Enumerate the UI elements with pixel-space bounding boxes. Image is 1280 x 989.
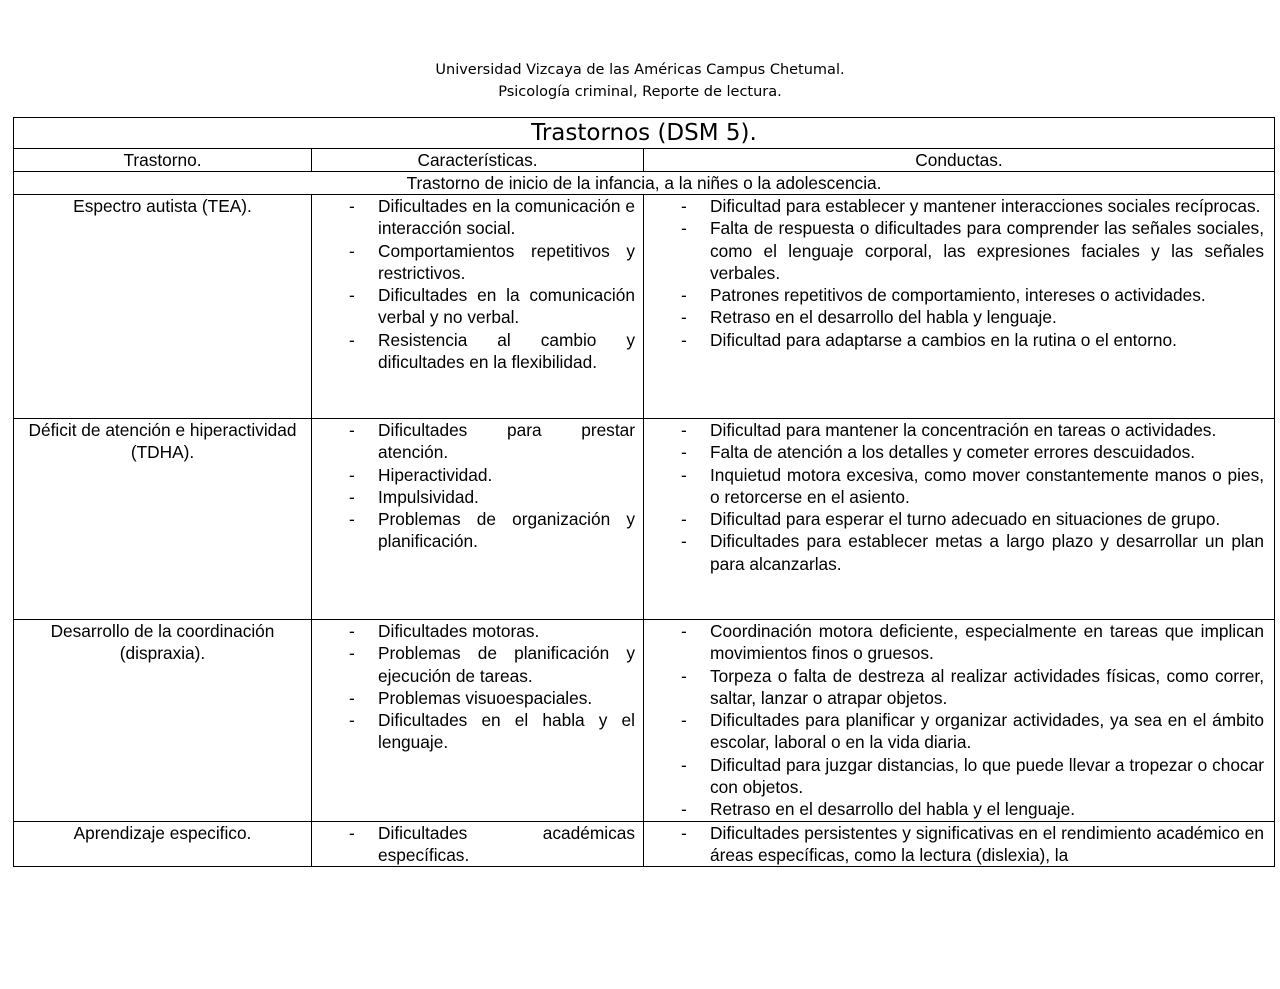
bullet-dash: -: [349, 643, 355, 664]
caracteristicas-list: [312, 419, 643, 553]
bullet-dash: -: [681, 285, 687, 306]
list-item: [312, 822, 643, 866]
list-item: [644, 441, 1274, 463]
list-item-text: Comportamientos repetitivos y restrictivos.: [378, 240, 635, 283]
list-item-text: Patrones repetitivos de comportamiento, intereses o actividades.: [710, 285, 1206, 306]
list-item-text: Resistencia al cambio y dificultades en la flexibilidad.: [378, 329, 635, 373]
list-item: [644, 217, 1274, 284]
list-item: [312, 620, 643, 642]
list-item: [644, 195, 1274, 217]
bullet-dash: -: [681, 307, 687, 328]
bullet-dash: -: [681, 420, 687, 440]
bullet-dash: -: [681, 710, 687, 731]
list-item: [644, 798, 1274, 820]
list-item: [312, 195, 643, 240]
disorder-name: Aprendizaje especifico.: [14, 822, 312, 867]
caracteristicas-list-cell: [312, 620, 644, 822]
column-header-caracteristicas: Características.: [312, 149, 644, 172]
list-item-text: Dificultades persistentes y significativas en el rendimiento académico en áreas específicas, como la lectura (dislexia), la: [710, 823, 1265, 866]
list-item: [312, 464, 643, 486]
list-item: [312, 240, 643, 285]
list-item-text: Dificultad para establecer y mantener interacciones sociales recíprocas.: [710, 196, 1261, 216]
disorders-table: [13, 117, 1275, 867]
bullet-dash: -: [349, 486, 355, 507]
list-item-text: Dificultades académicas específicas.: [378, 823, 635, 866]
list-item: [644, 508, 1274, 530]
list-item-text: Dificultades en la comunicación e interacción social.: [378, 196, 635, 239]
header-course: Psicología criminal, Reporte de lectura.: [498, 84, 782, 100]
list-item: [644, 419, 1274, 441]
list-item: [644, 665, 1274, 710]
table-row: [14, 195, 1275, 419]
list-item: [312, 284, 643, 329]
list-item-text: Torpeza o falta de destreza al realizar actividades físicas, como correr, saltar, lanzar o atrapar objetos.: [710, 665, 1265, 708]
bullet-dash: -: [681, 531, 687, 552]
list-item: [312, 642, 643, 687]
section-heading: Trastorno de inicio de la infancia, a la niñes o la adolescencia.: [14, 172, 1275, 195]
document-header: [0, 59, 1280, 103]
bullet-dash: -: [349, 823, 355, 843]
list-item-text: Dificultades para prestar atención.: [378, 420, 635, 463]
bullet-dash: -: [681, 442, 687, 463]
bullet-dash: -: [349, 420, 355, 440]
conductas-list: [644, 419, 1274, 575]
table-row: [14, 419, 1275, 620]
list-item: [644, 329, 1274, 351]
caracteristicas-list: [312, 620, 643, 754]
conductas-list-cell: [644, 620, 1275, 822]
bullet-dash: -: [349, 621, 355, 641]
caracteristicas-list-cell: [312, 822, 644, 867]
conductas-list-cell: [644, 419, 1275, 620]
table-row: [14, 620, 1275, 822]
column-header-conductas: Conductas.: [644, 149, 1275, 172]
list-item-text: Dificultades en la comunicación verbal y no verbal.: [378, 285, 635, 328]
list-item: [644, 464, 1274, 509]
bullet-dash: -: [681, 509, 687, 530]
list-item-text: Problemas de planificación y ejecución de tareas.: [378, 643, 635, 686]
column-headers: [14, 149, 1275, 172]
table-row: [14, 822, 1275, 867]
list-item-text: Dificultades para planificar y organizar actividades, ya sea en el ámbito escolar, laboral o en la vida diaria.: [710, 710, 1265, 753]
list-item: [312, 486, 643, 508]
bullet-dash: -: [681, 196, 687, 216]
bullet-dash: -: [681, 665, 687, 686]
list-item: [312, 687, 643, 709]
bullet-dash: -: [681, 621, 687, 641]
list-item-text: Dificultad para juzgar distancias, lo que puede llevar a tropezar o chocar con objetos.: [710, 754, 1265, 798]
list-item: [644, 709, 1274, 754]
list-item-text: Inquietud motora excesiva, como mover constantemente manos o pies, o retorcerse en el asiento.: [710, 464, 1265, 507]
list-item-text: Problemas de organización y planificación.: [378, 509, 635, 552]
bullet-dash: -: [349, 240, 355, 261]
conductas-list: [644, 620, 1274, 821]
bullet-dash: -: [681, 218, 687, 239]
list-item: [644, 822, 1274, 866]
list-item-text: Retraso en el desarrollo del habla y el lenguaje.: [710, 799, 1076, 820]
list-item-text: Dificultades en el habla y el lenguaje.: [378, 710, 635, 753]
list-item-text: Dificultades motoras.: [378, 621, 540, 641]
caracteristicas-list: [312, 822, 643, 866]
conductas-list: [644, 822, 1274, 866]
bullet-dash: -: [349, 285, 355, 306]
list-item-text: Dificultades para establecer metas a largo plazo y desarrollar un plan para alcanzarlas.: [710, 531, 1265, 574]
bullet-dash: -: [349, 329, 355, 350]
list-item: [644, 754, 1274, 799]
list-item-text: Dificultad para esperar el turno adecuado en situaciones de grupo.: [710, 509, 1221, 530]
disorder-name: Desarrollo de la coordinación (dispraxia).: [14, 620, 312, 822]
table-body: [14, 195, 1275, 867]
list-item: [312, 419, 643, 464]
list-item-text: Dificultad para mantener la concentración en tareas o actividades.: [710, 420, 1217, 440]
conductas-list-cell: [644, 195, 1275, 419]
disorder-name: Déficit de atención e hiperactividad (TDHA).: [14, 419, 312, 620]
bullet-dash: -: [681, 464, 687, 485]
caracteristicas-list-cell: [312, 419, 644, 620]
list-item-text: Falta de atención a los detalles y cometer errores descuidados.: [710, 442, 1196, 463]
bullet-dash: -: [349, 509, 355, 530]
list-item: [312, 329, 643, 374]
list-item: [644, 284, 1274, 306]
bullet-dash: -: [349, 687, 355, 708]
bullet-dash: -: [681, 329, 687, 350]
list-item: [312, 508, 643, 553]
caracteristicas-list: [312, 195, 643, 373]
conductas-list: [644, 195, 1274, 351]
list-item: [312, 709, 643, 754]
column-header-trastorno: Trastorno.: [14, 149, 312, 172]
bullet-dash: -: [681, 823, 687, 843]
list-item-text: Hiperactividad.: [378, 464, 493, 485]
conductas-list-cell: [644, 822, 1275, 867]
list-item-text: Dificultad para adaptarse a cambios en la rutina o el entorno.: [710, 329, 1177, 350]
header-university: Universidad Vizcaya de las Américas Campus Chetumal.: [435, 62, 845, 78]
bullet-dash: -: [349, 710, 355, 731]
list-item-text: Retraso en el desarrollo del habla y lenguaje.: [710, 307, 1057, 328]
bullet-dash: -: [349, 196, 355, 216]
list-item: [644, 620, 1274, 665]
list-item-text: Impulsividad.: [378, 486, 479, 507]
list-item: [644, 530, 1274, 575]
bullet-dash: -: [681, 799, 687, 820]
caracteristicas-list-cell: [312, 195, 644, 419]
list-item-text: Problemas visuoespaciales.: [378, 687, 593, 708]
bullet-dash: -: [349, 464, 355, 485]
list-item-text: Falta de respuesta o dificultades para comprender las señales sociales, como el lenguaje corporal, las expresiones faciales y las señales verbales.: [710, 218, 1265, 283]
disorder-name: Espectro autista (TEA).: [14, 195, 312, 419]
bullet-dash: -: [681, 754, 687, 775]
list-item: [644, 306, 1274, 328]
list-item-text: Coordinación motora deficiente, especialmente en tareas que implican movimientos finos o gruesos.: [710, 621, 1265, 664]
table-title: Trastornos (DSM 5).: [14, 118, 1275, 149]
